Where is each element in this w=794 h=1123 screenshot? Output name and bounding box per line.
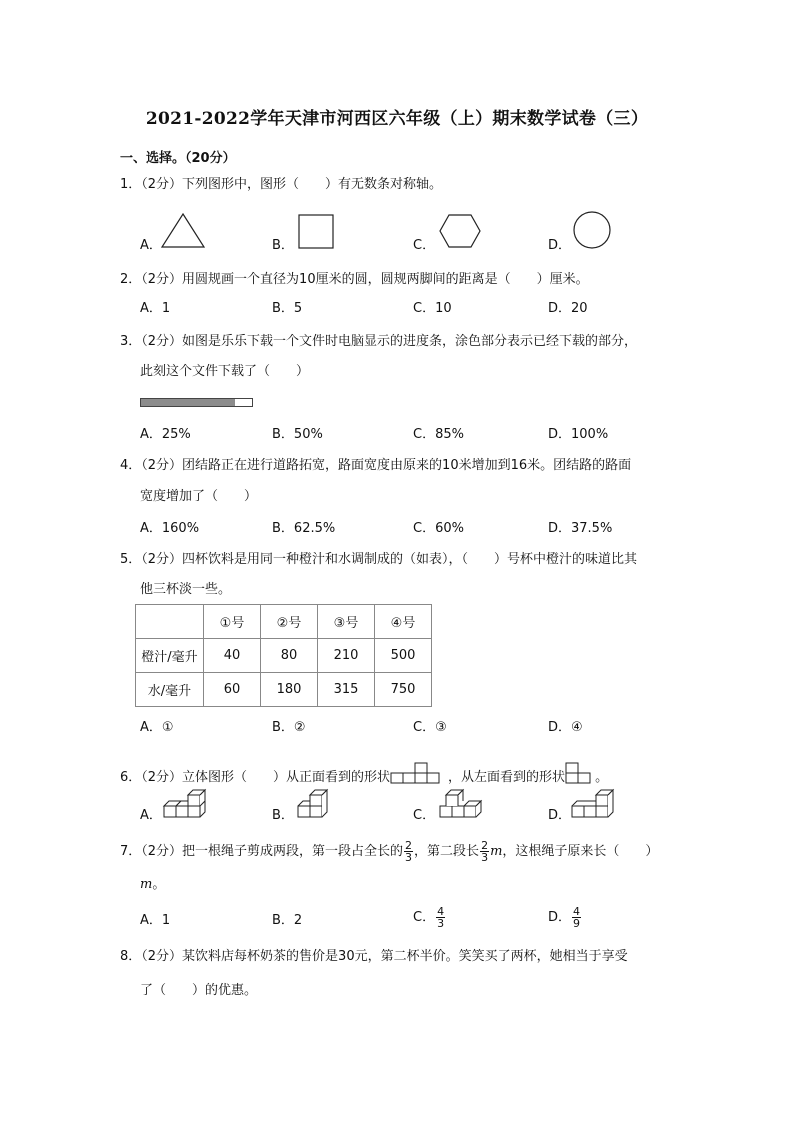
fraction-numerator: 2 — [405, 839, 413, 852]
table-cell: 40 — [204, 639, 261, 673]
question-1-text: 1．（2分）下列图形中，图形（ ）有无数条对称轴。 — [120, 177, 443, 192]
question-3-text: 3．（2分）如图是乐乐下载一个文件时电脑显示的进度条，涂色部分表示已经下载的部分， — [120, 334, 638, 349]
table-cell: 210 — [318, 639, 375, 673]
q7-option-b[interactable]: B．2 — [272, 913, 303, 928]
fraction-denominator: 3 — [481, 851, 489, 864]
q7-text-part-3: ，这根绳子原来长（ ） — [502, 844, 659, 859]
table-cell: ②号 — [261, 605, 318, 639]
fraction-numerator: 2 — [481, 839, 489, 852]
triangle-icon — [160, 212, 206, 250]
q6-option-c[interactable]: C． — [413, 808, 436, 823]
option-label: C． — [413, 910, 436, 925]
q3-option-b[interactable]: B．50% — [272, 427, 323, 442]
page-title: 2021-2022学年天津市河西区六年级（上）期末数学试卷（三） — [145, 109, 649, 129]
cube-stack-a-icon — [162, 786, 212, 820]
q5-option-d[interactable]: D．④ — [548, 720, 583, 735]
q6-text-part-1: 6．（2分）立体图形（ ）从正面看到的形状 — [120, 770, 391, 785]
table-header-row — [136, 605, 432, 639]
q6-text-part-2: ，从左面看到的形状 — [448, 770, 566, 785]
fraction-four-thirds — [436, 906, 445, 929]
q1-option-b[interactable]: B． — [272, 238, 294, 253]
q7-option-c[interactable] — [413, 906, 446, 929]
q4-option-b[interactable]: B．62.5% — [272, 521, 336, 536]
q7-option-d[interactable] — [548, 906, 582, 929]
cube-stack-c-icon — [438, 784, 484, 820]
q2-option-b[interactable]: B．5 — [272, 301, 303, 316]
table-cell: 750 — [375, 673, 432, 707]
question-8-text-cont: 了（ ）的优惠。 — [140, 983, 258, 998]
table-cell: ①号 — [204, 605, 261, 639]
q3-option-d[interactable]: D．100% — [548, 427, 609, 442]
question-7-text — [120, 840, 658, 863]
fraction-denominator: 9 — [573, 917, 581, 930]
juice-table — [135, 604, 432, 707]
fraction-numerator: 4 — [437, 905, 445, 918]
question-2-text: 2．（2分）用圆规画一个直径为10厘米的圆，圆规两脚间的距离是（ ）厘米。 — [120, 272, 589, 287]
q7-text-part-1: 7．（2分）把一根绳子剪成两段，第一段占全长的 — [120, 844, 404, 859]
fraction-numerator: 4 — [573, 905, 581, 918]
question-5-text: 5．（2分）四杯饮料是用同一种橙汁和水调制成的（如表），（ ）号杯中橙汁的味道比其 — [120, 552, 638, 567]
table-cell: ④号 — [375, 605, 432, 639]
square-icon — [297, 213, 337, 251]
q6-option-a[interactable]: A． — [140, 808, 162, 823]
q1-option-a[interactable]: A． — [140, 238, 162, 253]
table-cell: 橙汁/毫升 — [136, 639, 204, 673]
cube-stack-d-icon — [570, 786, 620, 820]
download-progress-bar — [140, 398, 253, 407]
left-view-icon — [565, 762, 595, 784]
question-4-text-cont: 宽度增加了（ ） — [140, 489, 258, 504]
q5-option-b[interactable]: B．② — [272, 720, 306, 735]
table-row — [136, 673, 432, 707]
cube-stack-b-icon — [296, 786, 330, 820]
fraction-two-thirds — [404, 840, 413, 863]
table-cell: ③号 — [318, 605, 375, 639]
q4-option-c[interactable]: C．60% — [413, 521, 464, 536]
q7-option-a[interactable]: A．1 — [140, 913, 171, 928]
q4-option-d[interactable]: D．37.5% — [548, 521, 613, 536]
front-view-icon — [390, 762, 448, 784]
circle-icon — [572, 210, 612, 250]
q5-option-c[interactable]: C．③ — [413, 720, 447, 735]
q6-option-b[interactable]: B． — [272, 808, 294, 823]
hexagon-icon — [438, 213, 482, 249]
q2-option-c[interactable]: C．10 — [413, 301, 452, 316]
table-cell: 80 — [261, 639, 318, 673]
table-cell: 180 — [261, 673, 318, 707]
progress-fill — [141, 399, 235, 406]
option-label: D． — [548, 910, 572, 925]
q6-text-part-3: 。 — [595, 770, 609, 785]
fraction-four-ninths — [572, 906, 581, 929]
q2-option-d[interactable]: D．20 — [548, 301, 588, 316]
q5-option-a[interactable]: A．① — [140, 720, 174, 735]
unit-meter: m — [490, 844, 503, 859]
q2-option-a[interactable]: A．1 — [140, 301, 171, 316]
unit-meter: m — [140, 877, 153, 892]
fraction-two-thirds-length — [480, 840, 489, 863]
q7-text-part-2: ，第二段长 — [414, 844, 480, 859]
question-6-text — [120, 762, 608, 786]
table-cell — [136, 605, 204, 639]
q1-option-c[interactable]: C． — [413, 238, 436, 253]
fraction-denominator: 3 — [437, 917, 445, 930]
question-7-text-cont — [140, 877, 165, 893]
table-row — [136, 639, 432, 673]
question-3-text-cont: 此刻这个文件下载了（ ） — [140, 364, 310, 379]
q3-option-c[interactable]: C．85% — [413, 427, 464, 442]
q3-option-a[interactable]: A．25% — [140, 427, 191, 442]
question-4-text: 4．（2分）团结路正在进行道路拓宽，路面宽度由原来的10米增加到16米。团结路的路面 — [120, 458, 632, 473]
question-8-text: 8．（2分）某饮料店每杯奶茶的售价是30元，第二杯半价。笑笑买了两杯，她相当于享受 — [120, 949, 628, 964]
question-5-text-cont: 他三杯淡一些。 — [140, 582, 232, 597]
table-cell: 500 — [375, 639, 432, 673]
section-heading: 一、选择。（20分） — [120, 151, 236, 166]
fraction-denominator: 3 — [405, 851, 413, 864]
q6-option-d[interactable]: D． — [548, 808, 572, 823]
q1-option-d[interactable]: D． — [548, 238, 572, 253]
table-cell: 60 — [204, 673, 261, 707]
table-cell: 水/毫升 — [136, 673, 204, 707]
q7-text-end: 。 — [152, 877, 166, 892]
q4-option-a[interactable]: A．160% — [140, 521, 200, 536]
table-cell: 315 — [318, 673, 375, 707]
